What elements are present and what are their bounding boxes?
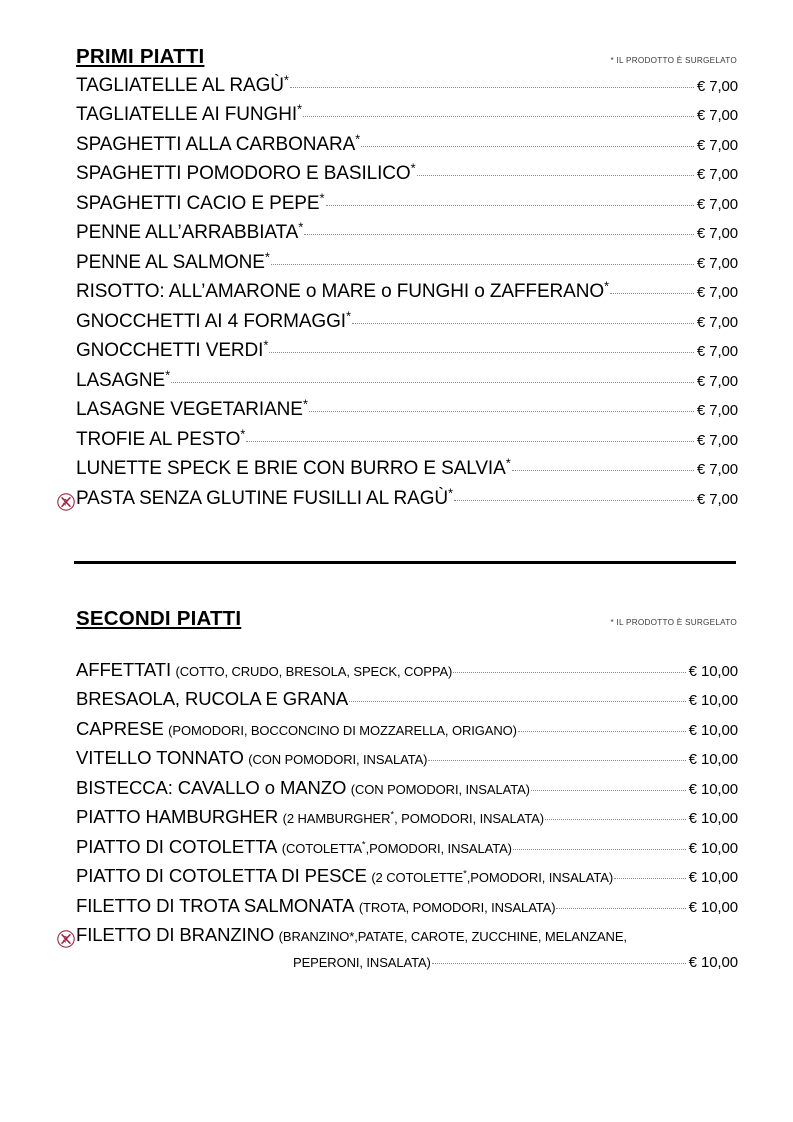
menu-item-row[interactable] xyxy=(56,396,738,429)
spacer xyxy=(56,564,738,608)
item-price: € 10,00 xyxy=(688,721,738,739)
item-price: € 7,00 xyxy=(696,225,738,243)
dot-leader xyxy=(303,116,694,117)
menu-item-row[interactable] xyxy=(56,219,738,252)
dot-leader xyxy=(512,470,694,471)
dish-label: LASAGNE VEGETARIANE* xyxy=(76,396,308,421)
item-price: € 7,00 xyxy=(696,166,738,184)
frozen-product-note-primi: * IL PRODOTTO È SURGELATO xyxy=(610,55,737,65)
dish-label: LUNETTE SPECK E BRIE CON BURRO E SALVIA* xyxy=(76,455,511,480)
dot-leader xyxy=(349,701,686,702)
dish-label: BRESAOLA, RUCOLA E GRANA xyxy=(76,688,349,710)
dot-leader xyxy=(614,878,686,879)
dot-leader xyxy=(246,441,694,442)
menu-item-row[interactable] xyxy=(56,747,738,777)
dish-description: (2 HAMBURGHER*, POMODORI, INSALATA) xyxy=(282,809,544,827)
section-primi-piatti xyxy=(56,46,738,517)
dot-leader xyxy=(361,146,694,147)
section-title-secondi: SECONDI PIATTI xyxy=(76,607,242,631)
dish-label: PIATTO DI COTOLETTA DI PESCE (2 COTOLETTE*,POMODORI, INSALATA) xyxy=(76,865,614,887)
dot-leader xyxy=(269,352,693,353)
dot-leader xyxy=(417,175,694,176)
menu-item-row[interactable] xyxy=(56,308,738,341)
dish-label: SPAGHETTI ALLA CARBONARA* xyxy=(76,131,361,155)
menu-item-row[interactable] xyxy=(56,131,738,164)
dot-leader xyxy=(518,731,686,732)
dish-label: TAGLIATELLE AL RAGÙ* xyxy=(76,72,289,96)
menu-content xyxy=(56,46,738,983)
dot-leader xyxy=(271,264,694,265)
section-title-primi: PRIMI PIATTI xyxy=(76,45,205,68)
item-price: € 10,00 xyxy=(688,953,738,971)
section-secondi-piatti xyxy=(56,608,738,983)
menu-item-row[interactable] xyxy=(56,659,738,689)
menu-item-row[interactable] xyxy=(56,836,738,866)
dot-leader xyxy=(453,672,685,673)
item-price: € 10,00 xyxy=(688,751,738,769)
menu-item-row[interactable] xyxy=(56,718,738,748)
menu-item-row[interactable] xyxy=(56,806,738,836)
menu-item-row[interactable] xyxy=(56,160,738,193)
item-price: € 7,00 xyxy=(696,402,738,420)
menu-item-row[interactable] xyxy=(56,337,738,370)
dish-label: SPAGHETTI POMODORO E BASILICO* xyxy=(76,160,416,185)
menu-item-row[interactable] xyxy=(56,190,738,223)
section-header-secondi xyxy=(56,608,738,631)
item-price: € 7,00 xyxy=(696,77,738,95)
item-price: € 10,00 xyxy=(688,898,738,916)
dish-description: (2 COTOLETTE*,POMODORI, INSALATA) xyxy=(371,868,614,886)
item-price: € 7,00 xyxy=(696,313,738,331)
dish-description-continued: PEPERONI, INSALATA) xyxy=(293,954,431,970)
dish-label: GNOCCHETTI AI 4 FORMAGGI* xyxy=(76,308,352,332)
menu-list-secondi xyxy=(56,659,738,984)
dish-label: BISTECCA: CAVALLO o MANZO (CON POMODORI, INSALATA) xyxy=(76,776,530,798)
item-price: € 7,00 xyxy=(696,284,738,302)
dish-label: LASAGNE* xyxy=(76,367,171,391)
item-price: € 7,00 xyxy=(696,195,738,213)
menu-item-row[interactable] xyxy=(56,455,738,488)
spacer xyxy=(56,637,738,659)
dish-label: TAGLIATELLE AI FUNGHI* xyxy=(76,101,303,126)
item-price: € 10,00 xyxy=(688,780,738,798)
item-price: € 10,00 xyxy=(688,839,738,857)
dish-label: PIATTO HAMBURGHER (2 HAMBURGHER*, POMODORI, INSALATA) xyxy=(76,806,544,828)
item-price: € 7,00 xyxy=(696,254,738,272)
dish-label: FILETTO DI BRANZINO (BRANZINO*,PATATE, CAROTE, ZUCCHINE, MELANZANE, xyxy=(76,924,627,946)
dot-leader xyxy=(531,790,686,791)
dot-leader xyxy=(513,849,686,850)
menu-item-row[interactable] xyxy=(56,777,738,807)
item-price: € 10,00 xyxy=(688,692,738,710)
menu-item-row[interactable] xyxy=(56,895,738,925)
menu-item-row[interactable] xyxy=(56,367,738,400)
dot-leader xyxy=(304,234,694,235)
dot-leader xyxy=(352,323,694,324)
dish-label: SPAGHETTI CACIO E PEPE* xyxy=(76,190,325,214)
dish-label: GNOCCHETTI VERDI* xyxy=(76,337,269,362)
menu-item-row[interactable] xyxy=(56,101,738,134)
dish-description: (COTOLETTA*,POMODORI, INSALATA) xyxy=(281,839,512,856)
dot-leader xyxy=(290,87,694,88)
dish-label: PENNE AL SALMONE* xyxy=(76,249,270,273)
dish-label: VITELLO TONNATO (CON POMODORI, INSALATA) xyxy=(76,747,428,769)
dot-leader xyxy=(545,819,686,820)
dot-leader xyxy=(171,382,694,383)
menu-item-row[interactable] xyxy=(56,278,738,311)
menu-list-primi xyxy=(56,72,738,518)
spacer xyxy=(56,517,738,561)
gluten-free-icon xyxy=(56,492,76,512)
menu-item-row[interactable] xyxy=(56,72,738,105)
item-price: € 7,00 xyxy=(696,107,738,125)
menu-item-row[interactable] xyxy=(56,865,738,895)
section-header-primi xyxy=(56,46,738,69)
item-price: € 10,00 xyxy=(688,662,738,680)
item-price: € 10,00 xyxy=(688,869,738,887)
dish-label: AFFETTATI (COTTO, CRUDO, BRESOLA, SPECK, COPPA) xyxy=(76,658,453,680)
dot-leader xyxy=(432,963,686,964)
menu-item-row[interactable] xyxy=(56,924,738,954)
dish-label: PASTA SENZA GLUTINE FUSILLI AL RAGÙ* xyxy=(76,485,454,509)
dot-leader xyxy=(610,293,694,294)
menu-item-row[interactable] xyxy=(56,688,738,718)
dish-label: FILETTO DI TROTA SALMONATA (TROTA, POMODORI, INSALATA) xyxy=(76,894,556,916)
dot-leader xyxy=(556,908,685,909)
dish-label: PENNE ALL’ARRABBIATA* xyxy=(76,219,304,244)
menu-item-row-continuation[interactable] xyxy=(56,954,738,984)
item-price: € 7,00 xyxy=(696,136,738,154)
dot-leader xyxy=(428,760,685,761)
item-price: € 10,00 xyxy=(688,810,738,828)
item-price: € 7,00 xyxy=(696,372,738,390)
dot-leader xyxy=(326,205,694,206)
gluten-free-icon xyxy=(56,929,76,949)
dish-label: PIATTO DI COTOLETTA (COTOLETTA*,POMODORI, INSALATA) xyxy=(76,835,512,857)
item-price: € 7,00 xyxy=(696,431,738,449)
menu-item-row[interactable] xyxy=(56,485,738,518)
dot-leader xyxy=(454,500,694,501)
menu-item-row[interactable] xyxy=(56,249,738,282)
dish-label: TROFIE AL PESTO* xyxy=(76,426,246,450)
item-price: € 7,00 xyxy=(696,461,738,479)
frozen-product-note-secondi: * IL PRODOTTO È SURGELATO xyxy=(610,617,737,627)
menu-item-row[interactable] xyxy=(56,426,738,459)
item-price: € 7,00 xyxy=(696,343,738,361)
item-price: € 7,00 xyxy=(696,490,738,508)
dish-label: RISOTTO: ALL’AMARONE o MARE o FUNGHI o ZAFFERANO* xyxy=(76,278,610,303)
dish-label: CAPRESE (POMODORI, BOCCONCINO DI MOZZARELLA, ORIGANO) xyxy=(76,717,517,739)
dot-leader xyxy=(309,411,694,412)
